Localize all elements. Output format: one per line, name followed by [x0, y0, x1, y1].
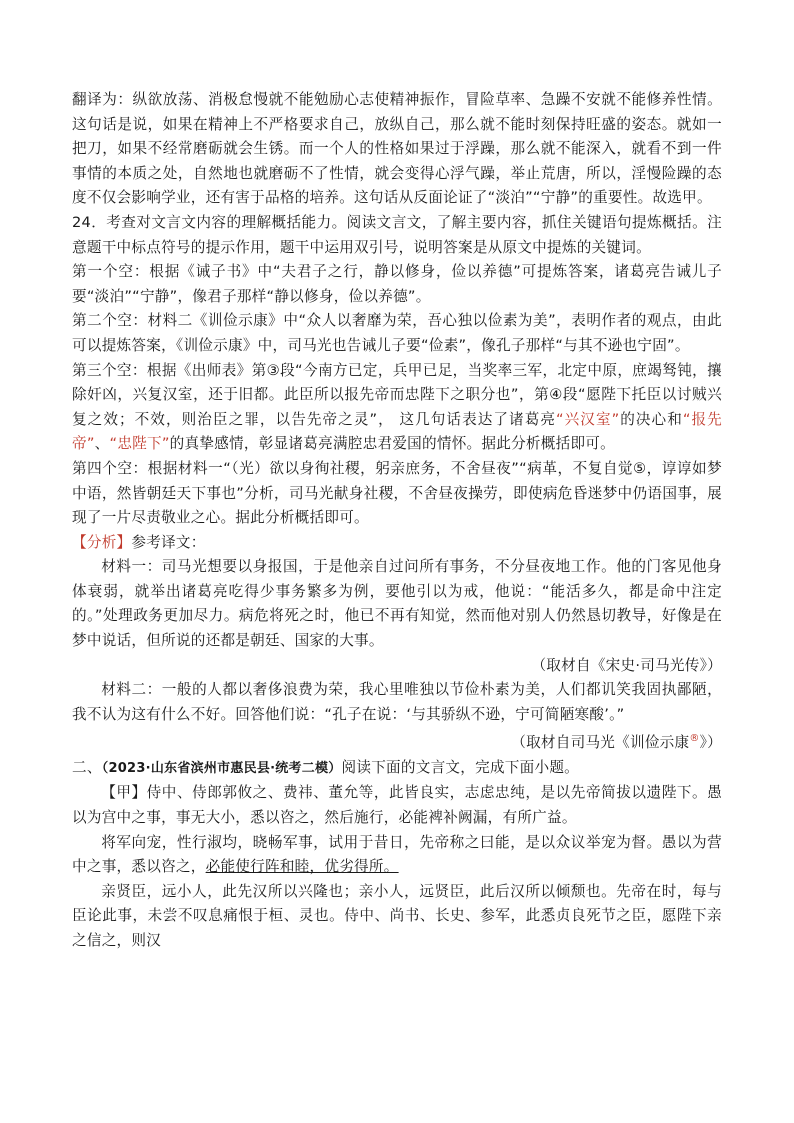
blank-3-text-c: 、 — [94, 435, 110, 453]
material-1-translation: 材料一：司马光想要以身报国，于是他亲自过问所有事务，不分昼夜地工作。他的门客见他身体衰弱，就举出诸葛亮吃得少事务繁多为例，要他引以为戒，他说：“能活多久，都是命中注定的。”处理政务更加尽力。病危将死之时，他已不再有知觉，然而他对别人仍然恳切教导，好像是在梦中说话，但所说的还都是朝廷、国家的大事。 — [72, 558, 722, 650]
question-2-source: （2023·山东省滨州市惠民县·统考二模） — [101, 760, 342, 776]
blank-1-paragraph: 第一个空：根据《诫子书》中“夫君子之行，静以修身，俭以养德”可提炼答案，诸葛亮告诫儿子要“淡泊”“宁静”，像君子那样“静以修身，俭以养德”。 — [72, 263, 722, 305]
blank-3-text-b: 的决心和 — [619, 410, 683, 428]
analysis-tag: 【分析】 — [72, 533, 132, 551]
question-2-instruction: 阅读下面的文言文，完成下面小题。 — [341, 758, 580, 776]
question-24-paragraph: 24．考查对文言文内容的理解概括能力。阅读文言文，了解主要内容，抓住关键语句提炼概括。注意题干中标点符号的提示作用，题干中运用双引号，说明答案是从原文中提炼的关键词。 — [72, 213, 722, 256]
blank-4-paragraph: 第四个空：根据材料一“（光）欲以身徇社稷，躬亲庶务，不舍昼夜”“病革，不复自觉⑤，谆谆如梦中语，然皆朝廷天下事也”分析，司马光献身社稷，不舍昼夜操劳，即使病危昏迷梦中仍语国事，展现了一片尽责敬业之心。据此分析概括即可。 — [72, 459, 722, 527]
translation-paragraph: 翻译为：纵欲放荡、消极怠慢就不能勉励心志使精神振作，冒险草率、急躁不安就不能修养性情。这句话是说，如果在精神上不严格要求自己，放纵自己，那么就不能时刻保持旺盛的姿态。就如一把刀，如果不经常磨砺就会生锈。而一个人的性格如果过于浮躁，那么就不能深入，就看不到一件事情的本质之处，自然地也就磨砺不了性情，就会变得心浮气躁，举止荒唐，所以，淫慢险躁的态度不仅会影响学业，还有害于品格的培养。这句话从反面论证了“淡泊”“宁静”的重要性。故选甲。 — [72, 91, 722, 207]
blank-3-text-d: 的真挚感情，彰显诸葛亮满腔忠君爱国的情怀。据此分析概括即可。 — [169, 435, 615, 453]
document-page — [72, 88, 722, 954]
material-2-source — [72, 727, 722, 755]
blank-3-paragraph — [72, 359, 722, 457]
material-1-source: （取材自《宋史·司马光传》） — [531, 656, 722, 674]
material-2-translation: 材料二：一般的人都以奢侈浪费为荣，我心里唯独以节俭朴素为美，人们都讥笑我固执鄙陋，我不认为这有什么不好。回答他们说：“孔子在说：‘与其骄纵不逊，宁可简陋寒酸’。” — [72, 681, 722, 723]
highlight-bao-xian-di: “报先帝” — [72, 410, 722, 453]
highlight-xing-han-shi: “兴汉室” — [556, 410, 620, 428]
analysis-heading — [72, 531, 722, 556]
jia-paragraph-2-text: 将军向宠，性行淑均，晓畅军事，试用于昔日，先帝称之曰能，是以众议举宠为督。愚以为营中之事，悉以咨之， — [72, 833, 722, 876]
jia-label: 【甲】 — [101, 784, 147, 802]
jia-paragraph-2 — [72, 831, 722, 880]
material-2-source-text: （取材自司马光《训俭示康 — [511, 734, 690, 752]
analysis-label: 参考译文： — [131, 533, 206, 551]
jia-underlined-sentence: 必能使行阵和睦，优劣得所。 — [205, 858, 399, 876]
material-2-source-mark: ® — [689, 733, 700, 745]
question-2-number: 二、 — [72, 758, 102, 776]
jia-paragraph-1 — [72, 781, 722, 830]
highlight-zhong-bi-xia: “忠陛下” — [109, 435, 170, 453]
blank-3-text-a: 第三个空：根据《出师表》第③段“今南方已定，兵甲已足，当奖率三军，北定中原，庶竭驽钝，攘除奸凶，兴复汉室，还于旧都。此臣所以报先帝而忠陛下之职分也”，第④段“愿陛下托臣以讨贼兴复之效；不效，则治臣之罪，以告先帝之灵”， 这几句话表达了诸葛亮 — [72, 361, 722, 428]
blank-2-paragraph: 第二个空：材料二《训俭示康》中“众人以奢靡为荣，吾心独以俭素为美”，表明作者的观点，由此可以提炼答案，《训俭示康》中，司马光也告诫儿子要“俭素”，像孔子那样“与其不逊也宁固”。 — [72, 312, 722, 354]
jia-paragraph-3: 亲贤臣，远小人，此先汉所以兴隆也；亲小人，远贤臣，此后汉所以倾颓也。先帝在时，每与臣论此事，未尝不叹息痛恨于桓、灵也。侍中、尚书、长史、参军，此悉贞良死节之臣，愿陛下亲之信之，则汉 — [72, 882, 722, 950]
jia-paragraph-1-text: 侍中、侍郎郭攸之、费祎、董允等，此皆良实，志虑忠纯，是以先帝简拔以遗陛下。愚以为宫中之事，事无大小，悉以咨之，然后施行，必能裨补阙漏，有所广益。 — [72, 784, 722, 827]
material-2-source-end: 》） — [699, 734, 722, 752]
question-2-heading — [72, 756, 722, 782]
